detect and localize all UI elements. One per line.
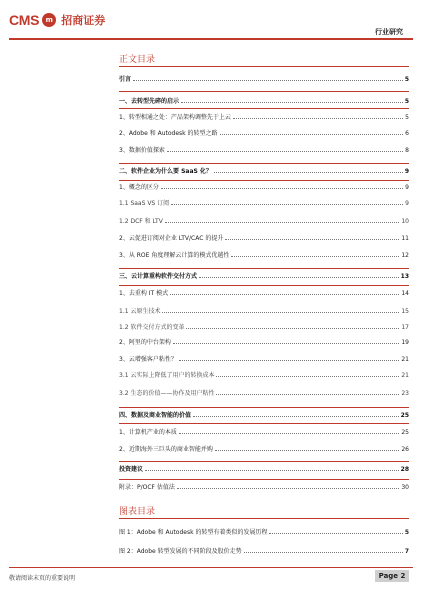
toc-entry-page: 5 (404, 98, 409, 105)
toc-entry[interactable] (119, 252, 409, 260)
toc-entry[interactable] (119, 273, 409, 281)
toc-entry-label: 3.2 生态的价值——协作及用户粘性 (119, 390, 215, 397)
toc-entry[interactable] (119, 184, 409, 192)
toc-leader-dots (193, 416, 399, 417)
toc-entry-page: 13 (400, 273, 409, 280)
toc-entry-page: 6 (405, 130, 409, 137)
toc-entry[interactable] (119, 290, 409, 298)
figures-title-rule (119, 518, 409, 519)
company-name: 招商证券 (61, 14, 106, 27)
toc-entry-page: 21 (401, 372, 409, 379)
toc-leader-dots (225, 239, 399, 240)
toc-entry-label: 1.1 SaaS VS 订阅 (119, 200, 170, 207)
toc-entry[interactable] (119, 200, 409, 208)
toc-entry-page: 23 (401, 390, 409, 397)
toc-section-rule (119, 268, 409, 269)
toc-entry-page: 28 (400, 466, 409, 473)
toc-entry-page: 5 (405, 114, 409, 121)
contents-title: 正文目录 (119, 55, 156, 65)
toc-entry-label: 2、云促进订阅对企业 LTV/CAC 的提升 (119, 235, 224, 242)
toc-entry-page: 9 (405, 200, 409, 207)
toc-entry[interactable] (119, 446, 409, 454)
toc-entry-page: 10 (401, 218, 409, 225)
figure-entry[interactable] (119, 529, 409, 537)
page-number-badge: Page 2 (375, 570, 409, 582)
toc-entry[interactable] (119, 324, 409, 332)
toc-section-rule (119, 407, 409, 408)
toc-entry[interactable] (119, 235, 409, 243)
toc-entry[interactable] (119, 356, 409, 364)
toc-entry[interactable] (119, 484, 409, 492)
toc-leader-dots (170, 294, 399, 295)
toc-section-rule (119, 285, 409, 286)
toc-entry-label: 1、转型相通之处：产品架构调整先于上云 (119, 114, 231, 121)
toc-leader-dots (177, 488, 399, 489)
toc-entry-page: 25 (401, 429, 409, 436)
toc-entry-label: 1、计算机产业的本质 (119, 429, 177, 436)
toc-entry-label: 3.1 云实际上降低了用户的转换成本 (119, 372, 215, 379)
header-divider (9, 38, 413, 40)
toc-leader-dots (216, 376, 399, 377)
figure-leader-dots (269, 533, 402, 534)
toc-entry[interactable] (119, 114, 409, 122)
toc-entry-page: 17 (401, 324, 409, 331)
toc-entry-page: 14 (401, 290, 409, 297)
contents-title-rule (119, 66, 409, 67)
toc-leader-dots (215, 450, 400, 451)
toc-entry-page: 9 (405, 184, 409, 191)
toc-entry-page: 12 (401, 252, 409, 259)
toc-entry-label: 1.2 软件交付方式的变革 (119, 324, 185, 331)
toc-entry[interactable] (119, 412, 409, 420)
toc-entry-label: 1.1 云原生技术 (119, 308, 161, 315)
toc-section-rule (119, 479, 409, 480)
toc-entry[interactable] (119, 466, 409, 474)
toc-entry[interactable] (119, 98, 409, 106)
toc-entry-label: 一、去转型先碎的启示 (119, 98, 180, 105)
toc-entry-page: 25 (400, 412, 409, 419)
toc-entry-page: 9 (404, 168, 409, 175)
toc-entry-page: 11 (401, 235, 409, 242)
toc-leader-dots (179, 433, 400, 434)
toc-entry[interactable] (119, 390, 409, 398)
toc-entry[interactable] (119, 339, 409, 347)
toc-leader-dots (162, 312, 399, 313)
toc-entry-page: 21 (401, 356, 409, 363)
toc-entry[interactable] (119, 76, 409, 84)
toc-entry-label: 1.2 DCF 和 LTV (119, 218, 163, 225)
toc-entry[interactable] (119, 308, 409, 316)
toc-section-rule (119, 423, 409, 424)
logo-mark-icon: m (42, 13, 56, 27)
toc-leader-dots (133, 80, 403, 81)
toc-leader-dots (145, 470, 399, 471)
toc-section-rule (119, 163, 409, 164)
toc-entry[interactable] (119, 429, 409, 437)
toc-entry-label: 投资建议 (119, 466, 144, 473)
toc-entry-label: 三、云计算重构软件交付方式 (119, 273, 198, 280)
toc-leader-dots (181, 102, 403, 103)
page-header (0, 0, 427, 42)
toc-entry[interactable] (119, 218, 409, 226)
toc-entry-page: 15 (401, 308, 409, 315)
toc-entry-label: 3、云增强客户粘性？ (119, 356, 177, 363)
toc-leader-dots (179, 360, 400, 361)
report-category: 行业研究 (375, 28, 403, 36)
toc-section-rule (119, 91, 409, 92)
toc-section-rule (119, 461, 409, 462)
toc-entry-label: 1、概念的区分 (119, 184, 159, 191)
figure-leader-dots (244, 552, 403, 553)
toc-entry-label: 引言 (119, 76, 132, 83)
toc-leader-dots (186, 328, 399, 329)
figure-entry-label: 图 2：Adobe 转型发展的不同阶段及股价走势 (119, 548, 242, 555)
toc-entry-page: 5 (404, 76, 409, 83)
toc-leader-dots (220, 134, 404, 135)
toc-leader-dots (167, 151, 403, 152)
toc-entry-page: 30 (401, 484, 409, 491)
toc-entry-label: 3、数据价值探索 (119, 147, 165, 154)
toc-leader-dots (216, 394, 399, 395)
toc-entry[interactable] (119, 130, 409, 138)
figure-entry-page: 5 (404, 529, 409, 536)
toc-entry[interactable] (119, 372, 409, 380)
toc-entry-label: 2、阿里的中台架构 (119, 339, 171, 346)
toc-leader-dots (171, 204, 403, 205)
footer-disclaimer: 敬请阅读末页的重要说明 (9, 575, 76, 582)
figure-entry-page: 7 (404, 548, 409, 555)
toc-entry-label: 3、从 ROE 角度理解云计算的模式优越性 (119, 252, 230, 259)
toc-entry[interactable] (119, 168, 409, 176)
toc-entry-page: 8 (405, 147, 409, 154)
company-logo (9, 12, 105, 28)
figures-title: 图表目录 (119, 507, 156, 517)
toc-entry-label: 2、Adobe 和 Autodesk 的转型之路 (119, 130, 218, 137)
toc-leader-dots (173, 343, 400, 344)
toc-section-rule (119, 108, 409, 109)
figure-entry[interactable] (119, 548, 409, 556)
toc-entry-page: 19 (401, 339, 409, 346)
toc-entry-label: 2、近期海外三巨头的商业智能并购 (119, 446, 213, 453)
footer-divider (9, 567, 413, 568)
toc-leader-dots (161, 188, 403, 189)
toc-leader-dots (199, 277, 399, 278)
toc-leader-dots (214, 172, 403, 173)
toc-entry-page: 26 (401, 446, 409, 453)
toc-entry[interactable] (119, 147, 409, 155)
toc-entry-label: 二、软件企业为什么要 SaaS 化？ (119, 168, 212, 175)
toc-leader-dots (165, 222, 400, 223)
toc-entry-label: 1、去重构 IT 模式 (119, 290, 169, 297)
toc-leader-dots (231, 256, 399, 257)
toc-entry-label: 附录：P/OCF 估值法 (119, 484, 175, 491)
figure-entry-label: 图 1：Adobe 和 Autodesk 的转型有着类似的发展历程 (119, 529, 268, 536)
toc-section-rule (119, 180, 409, 181)
toc-entry-label: 四、数据及商业智能的价值 (119, 412, 192, 419)
toc-leader-dots (233, 118, 403, 119)
logo-cms-text: CMS (9, 12, 40, 28)
